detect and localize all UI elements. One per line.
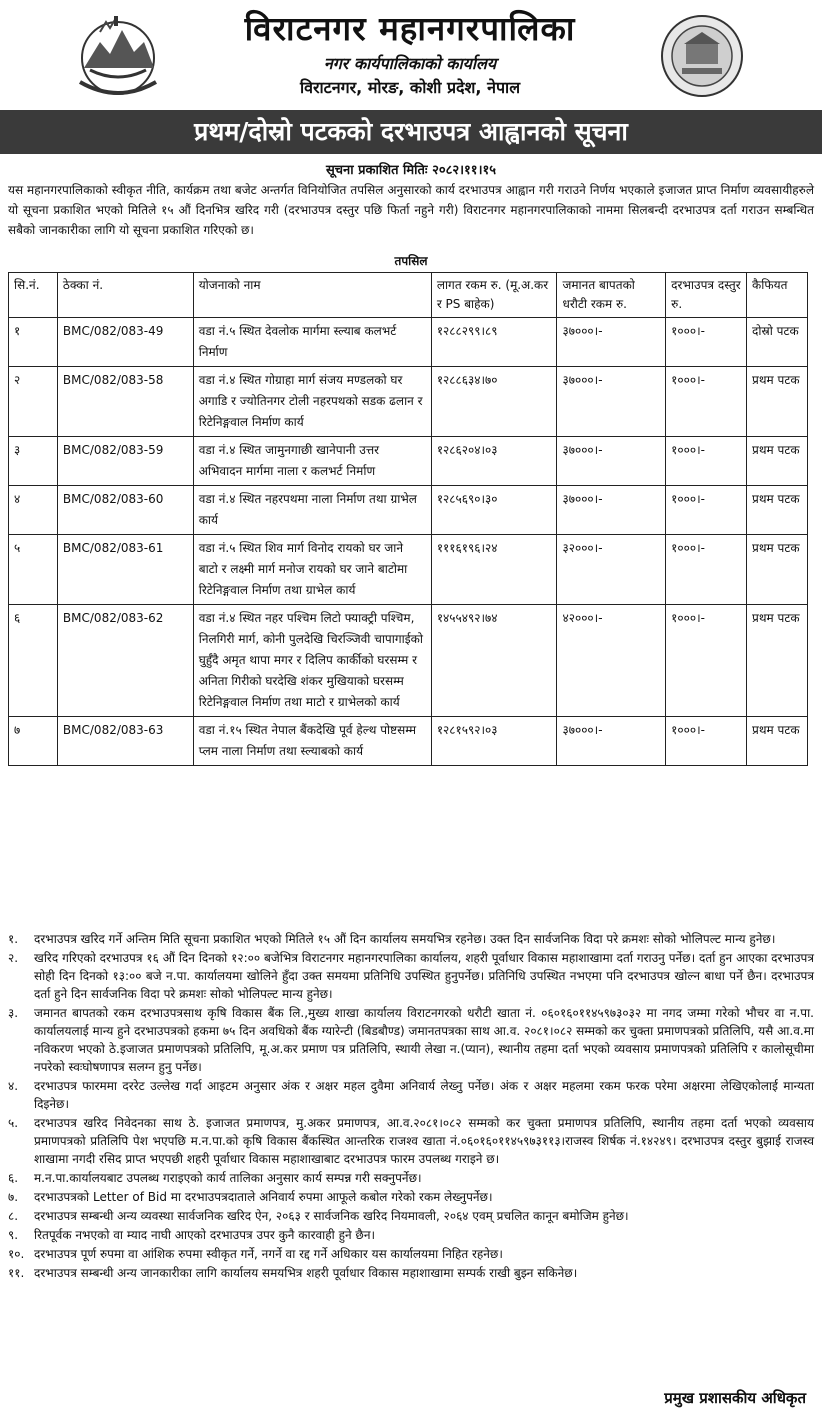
cell-cost: १२८८२९९।८९: [431, 318, 557, 367]
notice-header: [0, 0, 822, 110]
cell-contract-no: BMC/082/083-58: [57, 367, 193, 437]
cell-contract-no: BMC/082/083-61: [57, 535, 193, 605]
header-cost: लागत रकम रु. (मू.अ.कर र PS बाहेक): [431, 273, 557, 318]
note-text: दरभाउपत्र खरिद निवेदनका साथ ठे. इजाजत प्रमाणपत्र, मु.अकर प्रमाणपत्र, आ.व.२०८१।०८२ सम्मको कर चुक्ता प्रमाणपत्र प्रतिलिपि, स्थानीय तहमा दर्ता भएको व्यवसाय प्रमाणपत्रको प्रतिलिपि पेश भएपछि म.न.पा.को कृषि विकास बैंकस्थित आन्तरिक राजश्व खाता नं.०६०१६०११४५९७३११३।राजस्व शिर्षक नं.१४२४९। दरभाउपत्र दस्तुर बुझाई राजस्व शाखामा नगदी रसिद प्राप्त भएपछी शहरी पूर्वाधार विकास महाशाखाबाट दरभाउपत्र फारम उपलब्ध गराइने छ।: [34, 1116, 814, 1166]
cell-remarks: प्रथम पटक: [747, 486, 808, 535]
note-text: दरभाउपत्र सम्बन्धी अन्य जानकारीका लागि कार्यालय समयभित्र शहरी पूर्वाधार विकास महाशाखामा सम्पर्क राखी बुझ्न सकिनेछ।: [34, 1266, 578, 1280]
intro-paragraph: यस महानगरपालिकाको स्वीकृत नीति, कार्यक्रम तथा बजेट अन्तर्गत विनियोजित तपसिल अनुसारको कार्य दरभाउपत्र आह्वान गरी गराउने निर्णय भएकाले इजाजत प्राप्त निर्माण व्यवसायीहरुले यो सूचना प्रकाशित भएको मितिले १५ औं दिनभित्र खरिद गरी (दरभाउपत्र दस्तुर पछि फिर्ता नहुने गरी) विराटनगर महानगरपालिकाको नाममा सिलबन्दी दरभाउपत्र दर्ता गराउन सम्बन्धित सबैको जानकारीका लागि यो सूचना प्रकाशित गरिएको छ।: [8, 183, 814, 237]
cell-cost: १२८१५९२।०३: [431, 717, 557, 766]
header-contract-no: ठेक्का नं.: [57, 273, 193, 318]
municipality-title: विराटनगर महानगरपालिका: [244, 9, 576, 48]
cell-project-name: वडा नं.४ स्थित जामुनगाछी खानेपानी उत्तर अभिवादन मार्गमा नाला र कलभर्ट निर्माण: [193, 437, 431, 486]
cell-sn: ७: [9, 717, 58, 766]
list-item: [8, 930, 814, 948]
publication-date: सूचना प्रकाशित मितिः २०८२।११।१५: [325, 163, 497, 178]
note-text: खरिद गरिएको दरभाउपत्र १६ औं दिन दिनको १२:०० बजेभित्र विराटनगर महानगरपालिका कार्यालय, शहरी पूर्वाधार विकास महाशाखामा दर्ता गराउनु पर्नेछ। दर्ता हुन आएका दरभाउपत्र सोही दिन दिनको १३:०० बजे न.पा. कार्यालयमा खोलिने हुँदा उक्त समयमा प्रतिनिधि उपस्थित हुनुपर्नेछ। प्रतिनिधि उपस्थित नभएमा पनि दरभाउपत्र खोल्न बाधा पर्ने छैन। दरभाउपत्र दर्ता हुने दिन सार्वजनिक विदा परे क्रमशः सोको भोलिपल्ट मान्य हुनेछ।: [34, 951, 814, 1001]
note-text: दरभाउपत्र सम्बन्धी अन्य व्यवस्था सार्वजनिक खरिद ऐन, २०६३ र सार्वजनिक खरिद नियमावली, २०६४ एवम् प्रचलित कानून बमोजिम हुनेछ।: [34, 1209, 629, 1223]
cell-fee: १०००।-: [666, 318, 747, 367]
header-remarks: कैफियत: [747, 273, 808, 318]
cell-sn: ४: [9, 486, 58, 535]
cell-fee: १०००।-: [666, 437, 747, 486]
nepal-emblem-icon: [70, 12, 166, 100]
cell-cost: १४५५४९२।७४: [431, 605, 557, 717]
cell-contract-no: BMC/082/083-60: [57, 486, 193, 535]
cell-fee: १०००।-: [666, 717, 747, 766]
note-number: ९.: [8, 1228, 19, 1242]
cell-deposit: ३७०००।-: [557, 318, 666, 367]
cell-cost: १२८५६९०।३०: [431, 486, 557, 535]
header-deposit: जमानत बापतको धरौटी रकम रु.: [557, 273, 666, 318]
list-item: [8, 1264, 814, 1282]
cell-cost: १२८८६३४।७०: [431, 367, 557, 437]
cell-contract-no: BMC/082/083-59: [57, 437, 193, 486]
cell-fee: १०००।-: [666, 486, 747, 535]
list-item: [8, 1169, 814, 1187]
note-number: ८.: [8, 1209, 19, 1223]
cell-deposit: ३७०००।-: [557, 367, 666, 437]
note-number: ७.: [8, 1190, 19, 1204]
cell-remarks: प्रथम पटक: [747, 367, 808, 437]
cell-deposit: ४२०००।-: [557, 605, 666, 717]
cell-remarks: प्रथम पटक: [747, 717, 808, 766]
list-item: [8, 949, 814, 1003]
municipality-seal-icon: [660, 14, 744, 98]
note-number: ४.: [8, 1079, 19, 1093]
cell-fee: १०००।-: [666, 535, 747, 605]
cell-deposit: ३७०००।-: [557, 437, 666, 486]
note-text: दरभाउपत्र खरिद गर्ने अन्तिम मिति सूचना प्रकाशित भएको मितिले १५ औं दिन कार्यालय समयभित्र रहनेछ। उक्त दिन सार्वजनिक विदा परे क्रमशः सोको भोलिपल्ट मान्य हुनेछ।: [34, 932, 776, 946]
header-fee: दरभाउपत्र दस्तुर रु.: [666, 273, 747, 318]
cell-project-name: वडा नं.५ स्थित देवलोक मार्गमा स्ल्याब कलभर्ट निर्माण: [193, 318, 431, 367]
note-text: जमानत बापतको रकम दरभाउपत्रसाथ कृषि विकास बैंक लि.,मुख्य शाखा कार्यालय विराटनगरको धरौटी खाता नं. ०६०१६०११४५९७३०३२ मा नगद जम्मा गरेको भौचर वा न.पा. कार्यालयलाई मान्य हुने दरभाउपत्रको हकमा ७५ दिन अवधिको बैंक ग्यारेन्टी (बिडबौण्ड) जमानतपत्रका साथ आ.व. २०८१।०८२ सम्मको कर चुक्ता प्रमाणपत्रको प्रतिलिपि, यसै आ.व.मा नविकरण भएको ठे.इजाजत प्रमाणपत्रको प्रतिलिपि, मू.अ.कर प्रमाण पत्र प्रतिलिपि, स्थायी लेखा न.(प्यान), स्थानीय तहमा दर्ता भएको व्यवसाय प्रमाणपत्रको प्रतिलिपि र कालोसूचीमा नपरेको स्वःघोषणापत्र सलग्न हुनु पर्नेछ।: [34, 1006, 814, 1074]
cell-project-name: वडा नं.४ स्थित नहरपथमा नाला निर्माण तथा ग्राभेल कार्य: [193, 486, 431, 535]
cell-project-name: वडा नं.५ स्थित शिव मार्ग विनोद रायको घर जाने बाटो र लक्ष्मी मार्ग मनोज रायको घर जाने बाटोमा रिटेनिङ्गवाल निर्माण तथा ग्राभेल कार्य: [193, 535, 431, 605]
cell-project-name: वडा नं.४ स्थित गोग्राहा मार्ग संजय मण्डलको घर अगाडि र ज्योतिनगर टोली नहरपथको सडक ढलान र रिटेनिङ्गवाल निर्माण कार्य: [193, 367, 431, 437]
cell-project-name: वडा नं.१५ स्थित नेपाल बैंकदेखि पूर्व हेल्थ पोष्टसम्म प्लम नाला निर्माण तथा स्ल्याबको कार्य: [193, 717, 431, 766]
table-row: [9, 437, 808, 486]
cell-contract-no: BMC/082/083-49: [57, 318, 193, 367]
table-header-row: [9, 273, 808, 318]
cell-project-name: वडा नं.४ स्थित नहर पश्चिम लिटो फ्याक्ट्री पश्चिम, निलगिरी मार्ग, कोनी पुलदेखि चिरञ्जिवी चापागाईको घुर्हुँदै अमृत थापा मगर र दिलिप कार्कीको घरसम्म र अनिता गिरीको घरदेखि शंकर मुखियाको घरसम्म रिटेनिङ्गवाल निर्माण तथा माटो र ग्राभेलको कार्य: [193, 605, 431, 717]
note-text: रितपूर्वक नभएको वा म्याद नाघी आएको दरभाउपत्र उपर कुनै कारवाही हुने छैन।: [34, 1228, 376, 1242]
note-number: १०.: [8, 1247, 25, 1261]
cell-deposit: ३२०००।-: [557, 535, 666, 605]
table-row: [9, 717, 808, 766]
table-row: [9, 535, 808, 605]
note-text: म.न.पा.कार्यालयबाट उपलब्ध गराइएको कार्य तालिका अनुसार कार्य सम्पन्न गरी सक्नुपर्नेछ।: [34, 1171, 422, 1185]
office-address: विराटनगर, मोरङ, कोशी प्रदेश, नेपाल: [299, 78, 521, 97]
cell-sn: २: [9, 367, 58, 437]
header-project-name: योजनाको नाम: [193, 273, 431, 318]
cell-remarks: दोस्रो पटक: [747, 318, 808, 367]
note-text: दरभाउपत्रको Letter of Bid मा दरभाउपत्रदाताले अनिवार्य रुपमा आफूले कबोल गरेको रकम लेख्नुपर्नेछ।: [34, 1190, 493, 1204]
list-item: [8, 1188, 814, 1206]
schedule-heading: तपसिल: [394, 254, 428, 268]
note-number: ११.: [8, 1266, 25, 1280]
note-number: ६.: [8, 1171, 19, 1185]
header-sn: सि.नं.: [9, 273, 58, 318]
tender-table: [8, 272, 808, 766]
list-item: [8, 1114, 814, 1168]
cell-sn: ५: [9, 535, 58, 605]
list-item: [8, 1004, 814, 1076]
table-row: [9, 318, 808, 367]
cell-cost: १११६१९६।२४: [431, 535, 557, 605]
table-row: [9, 367, 808, 437]
signature-title: प्रमुख प्रशासकीय अधिकृत: [664, 1389, 806, 1407]
note-number: १.: [8, 932, 19, 946]
note-number: ५.: [8, 1116, 19, 1130]
note-text: दरभाउपत्र फारममा दररेट उल्लेख गर्दा आइटम अनुसार अंक र अक्षर महल दुवैमा अनिवार्य लेख्नु पर्नेछ। अंक र अक्षर महलमा रकम फरक परेमा अक्षरमा लेखिएकोलाई मान्यता दिइनेछ।: [34, 1079, 814, 1111]
cell-contract-no: BMC/082/083-63: [57, 717, 193, 766]
cell-remarks: प्रथम पटक: [747, 605, 808, 717]
cell-sn: ३: [9, 437, 58, 486]
note-text: दरभाउपत्र पूर्ण रुपमा वा आंशिक रुपमा स्वीकृत गर्ने, नगर्ने वा रद्द गर्ने अधिकार यस कार्यालयमा निहित रहनेछ।: [34, 1247, 503, 1261]
cell-fee: १०००।-: [666, 367, 747, 437]
cell-remarks: प्रथम पटक: [747, 535, 808, 605]
list-item: [8, 1207, 814, 1225]
list-item: [8, 1245, 814, 1263]
cell-deposit: ३७०००।-: [557, 717, 666, 766]
cell-sn: ६: [9, 605, 58, 717]
cell-cost: १२८६२०४।०३: [431, 437, 557, 486]
office-name: नगर कार्यपालिकाको कार्यालय: [323, 54, 497, 73]
cell-fee: १०००।-: [666, 605, 747, 717]
note-number: ३.: [8, 1006, 19, 1020]
cell-remarks: प्रथम पटक: [747, 437, 808, 486]
notice-banner: प्रथम/दोस्रो पटकको दरभाउपत्र आह्वानको सूचना: [0, 110, 822, 154]
table-row: [9, 605, 808, 717]
table-row: [9, 486, 808, 535]
cell-contract-no: BMC/082/083-62: [57, 605, 193, 717]
cell-sn: १: [9, 318, 58, 367]
list-item: [8, 1226, 814, 1244]
note-number: २.: [8, 951, 19, 965]
notes-list: [8, 930, 814, 1283]
cell-deposit: ३७०००।-: [557, 486, 666, 535]
list-item: [8, 1077, 814, 1113]
